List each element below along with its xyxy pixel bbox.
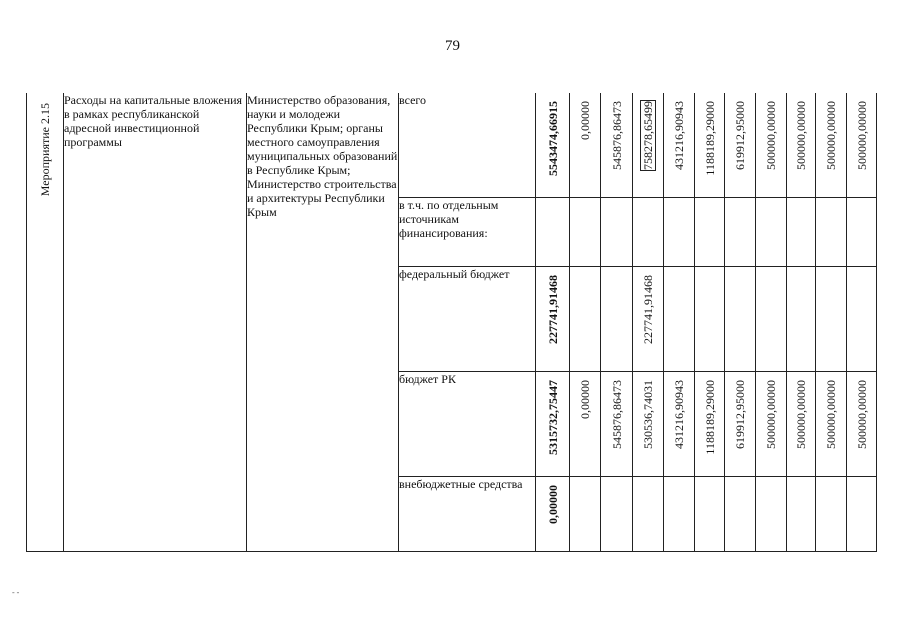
year-value: 431216,90943 <box>672 101 686 170</box>
source-cell <box>399 267 536 372</box>
measure-title: Расходы на капитальные вложения в рамках республиканской адресной инвестиционной программы <box>64 93 243 149</box>
year-cell <box>847 477 877 552</box>
year-value: 500000,00000 <box>824 380 838 449</box>
total-value: 227741,91468 <box>545 275 560 344</box>
total-cell <box>536 372 570 477</box>
year-cell <box>570 372 601 477</box>
year-cell <box>847 198 877 267</box>
year-value: 0,00000 <box>578 101 592 140</box>
year-cell <box>725 267 756 372</box>
total-value: 0,00000 <box>545 485 560 524</box>
year-value: 530536,74031 <box>641 380 655 449</box>
measure-code-cell <box>27 93 64 552</box>
total-cell <box>536 198 570 267</box>
year-value: 500000,00000 <box>764 101 778 170</box>
year-cell <box>664 267 695 372</box>
year-cell <box>601 198 633 267</box>
year-cell <box>787 267 816 372</box>
year-value: 500000,00000 <box>854 380 869 449</box>
source-label: бюджет РК <box>399 372 456 386</box>
year-cell <box>816 372 847 477</box>
year-cell <box>664 372 695 477</box>
year-value: 500000,00000 <box>854 101 869 170</box>
year-cell <box>570 267 601 372</box>
table-row <box>27 93 877 198</box>
year-cell <box>695 267 725 372</box>
year-cell <box>816 198 847 267</box>
year-cell <box>816 267 847 372</box>
year-cell <box>664 93 695 198</box>
year-value: 0,00000 <box>578 380 592 419</box>
year-value: 758278,65499 <box>641 101 655 170</box>
year-cell <box>816 477 847 552</box>
year-cell <box>633 198 664 267</box>
year-cell <box>847 267 877 372</box>
year-cell <box>601 93 633 198</box>
year-value: 619912,95000 <box>733 380 747 449</box>
year-cell <box>633 93 664 198</box>
executors: Министерство образования, науки и молодежи Республики Крым; органы местного самоуправления муниципальных образований в Республике Крым; Министерство строительства и архитектуры Республики Крым <box>247 93 398 219</box>
source-cell <box>399 198 536 267</box>
source-cell <box>399 93 536 198</box>
source-cell <box>399 372 536 477</box>
total-value: 5543474,66915 <box>545 101 560 176</box>
year-cell <box>664 198 695 267</box>
year-cell <box>695 372 725 477</box>
year-cell <box>756 477 787 552</box>
source-cell <box>399 477 536 552</box>
year-value: 1188189,29000 <box>702 101 717 176</box>
year-cell <box>756 198 787 267</box>
year-cell <box>787 372 816 477</box>
source-label: внебюджетные средства <box>399 477 523 491</box>
year-cell <box>570 198 601 267</box>
year-cell <box>756 372 787 477</box>
measure-title-cell <box>64 93 247 552</box>
budget-table <box>26 93 877 552</box>
source-label: в т.ч. по отдельным источникам финансирования: <box>399 198 499 240</box>
year-cell <box>787 477 816 552</box>
year-cell <box>601 372 633 477</box>
year-cell <box>695 93 725 198</box>
total-cell <box>536 477 570 552</box>
year-cell <box>756 267 787 372</box>
year-value: 1188189,29000 <box>702 380 717 455</box>
source-label: федеральный бюджет <box>399 267 510 281</box>
year-cell <box>633 477 664 552</box>
year-value: 500000,00000 <box>764 380 778 449</box>
year-cell <box>695 198 725 267</box>
year-cell <box>847 372 877 477</box>
year-cell <box>601 477 633 552</box>
year-cell <box>787 198 816 267</box>
year-cell <box>633 372 664 477</box>
year-cell <box>725 372 756 477</box>
total-cell <box>536 93 570 198</box>
year-cell <box>601 267 633 372</box>
year-cell <box>725 477 756 552</box>
year-cell <box>570 477 601 552</box>
measure-code: Мероприятие 2.15 <box>38 103 52 197</box>
year-value: 431216,90943 <box>672 380 686 449</box>
year-cell <box>664 477 695 552</box>
year-value: 545876,86473 <box>609 101 624 170</box>
year-value: 500000,00000 <box>794 380 808 449</box>
year-value: 545876,86473 <box>609 380 624 449</box>
total-cell <box>536 267 570 372</box>
year-cell <box>725 93 756 198</box>
page-number: 79 <box>445 38 460 54</box>
stray-mark: - - <box>12 588 20 597</box>
year-value: 227741,91468 <box>641 275 655 344</box>
year-value: 500000,00000 <box>794 101 808 170</box>
year-value: 500000,00000 <box>824 101 838 170</box>
year-cell <box>847 93 877 198</box>
source-label: всего <box>399 93 427 107</box>
year-cell <box>633 267 664 372</box>
year-cell <box>756 93 787 198</box>
year-value: 619912,95000 <box>733 101 747 170</box>
executors-cell <box>247 93 399 552</box>
total-value: 5315732,75447 <box>545 380 560 455</box>
year-cell <box>695 477 725 552</box>
year-cell <box>570 93 601 198</box>
year-cell <box>816 93 847 198</box>
year-cell <box>787 93 816 198</box>
year-cell <box>725 198 756 267</box>
